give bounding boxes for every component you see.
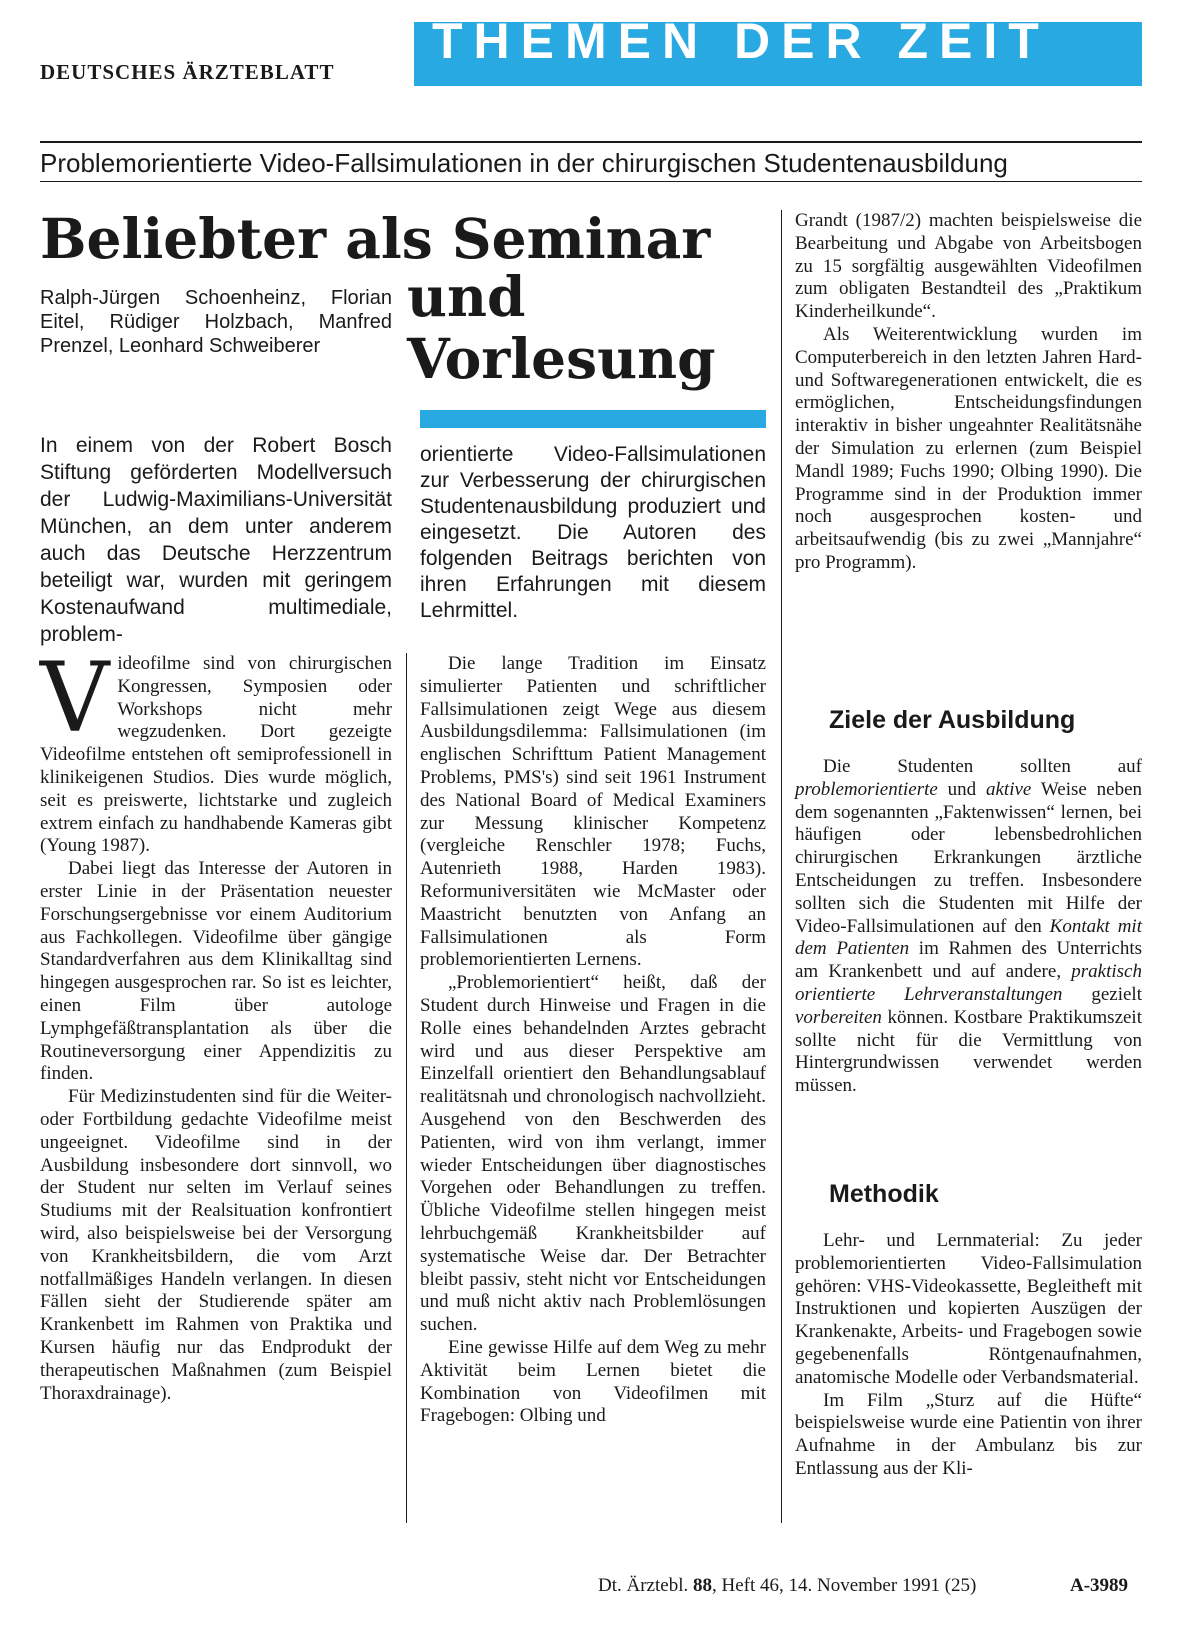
text-run: können. Kostbare Praktikumszeit sollte nicht für die Vermittlung von Hintergrundwissen verwendet werden müssen. <box>795 1006 1142 1097</box>
body-paragraph: Lehr- und Lernmaterial: Zu jeder problemorientierten Video-Fallsimulation gehören: VHS-Videokassette, Begleitheft mit Instruktionen und kopierten Auszügen der Krankenakte, Arbeits- und Fragebogen sowie gegebenenfalls Röntgenaufnahmen, anatomische Modelle oder Verbandsmaterial. <box>795 1230 1142 1388</box>
body-paragraph: Für Medizinstudenten sind für die Weiter- oder Fortbildung gedachte Videofilme meist ungeeignet. Videofilme sind in der Ausbildung insbesondere dort sinnvoll, wo der Student nur selten im Verlauf seines Studiums mit der Realsituation konfrontiert wird, also beispielsweise bei der Versorgung von Krankheitsbildern, die vom Arzt notfallmäßiges Handeln verlangen. In diesen Fällen sieht der Studierende später am Krankenbett im Rahmen von Praktika und Kursen häufig nur das Endprodukt der therapeutischen Maßnahmen (zum Beispiel Thoraxdrainage). <box>40 1086 392 1404</box>
column-rule-1 <box>406 653 407 1523</box>
article-subtitle: Problemorientierte Video-Fallsimulationen in der chirurgischen Studentenausbildung <box>40 148 1008 178</box>
section-heading-ziele: Ziele der Ausbildung <box>829 706 1076 734</box>
page-number: A-3989 <box>1070 1575 1129 1596</box>
body-paragraph: Grandt (1987/2) machten beispielsweise die Bearbeitung und Abgabe von Arbeitsbogen zu 15 sorgfältig ausgewählten Videofilmen zum obligaten Bestandteil des „Praktikum Kinderheilkunde“. <box>795 210 1142 323</box>
journal-name: DEUTSCHES ÄRZTEBLATT <box>40 60 335 84</box>
citation-volume: 88 <box>692 1575 712 1596</box>
article-title-line-3: Vorlesung <box>407 326 716 391</box>
body-column-3-ziele <box>795 756 1142 1098</box>
body-column-2 <box>420 653 766 1428</box>
body-paragraph: Eine gewisse Hilfe auf dem Weg zu mehr Aktivität beim Lernen bietet die Kombination von Videofilmen mit Fragebogen: Olbing und <box>420 1336 766 1427</box>
lead-paragraph-part-2: orientierte Video-Fallsimulationen zur Verbesserung der chirurgischen Studentenausbildung produziert und eingesetzt. Die Autoren des folgenden Beitrags berichten von ihren Erfahrungen mit diesem Lehrmittel. <box>420 443 766 622</box>
body-column-3-methodik <box>795 1230 1142 1481</box>
top-rule <box>40 141 1142 143</box>
body-paragraph: „Problemorientiert“ heißt, daß der Student durch Hinweise und Fragen in die Rolle eines behandelnden Arztes gebracht wird und aus dieser Perspektive am Einzelfall orientiert den Behandlungsablauf realitätsnah und chronologisch nachvollzieht. Ausgehend von den Beschwerden des Patienten, wird von ihm verlangt, immer wieder Entscheidungen über diagnostisches Vorgehen oder Behandlungen zu treffen. Übliche Videofilme stellen hingegen meist lehrbuchgemäß Krankheitsbilder auf systematische Weise dar. Der Betrachter bleibt passiv, steht nicht vor Entscheidungen und muß nicht aktiv nach Problemlösungen suchen. <box>420 972 766 1336</box>
section-title: THEMEN DER ZEIT <box>432 13 1050 69</box>
subtitle-rule <box>40 181 1142 182</box>
body-paragraph: Im Film „Sturz auf die Hüfte“ beispielsweise wurde eine Patientin von ihrer Aufnahme in der Ambulanz bis zur Entlassung aus der Kli- <box>795 1389 1142 1479</box>
citation-journal: Dt. Ärztebl. <box>598 1575 693 1596</box>
emphasis: vorbereiten <box>795 1006 882 1028</box>
body-paragraph: Als Weiterentwicklung wurden im Computerbereich in den letzten Jahren Hard- und Softwaregenerationen entwickelt, die es ermöglichen, Entscheidungsfindungen interaktiv in bisher ungeahnter Realitätsnähe der Simulation zu erlernen (zum Beispiel Mandl 1989; Fuchs 1990; Olbing 1990). Die Programme sind in der Produktion immer noch ausgesprochen kosten- und arbeitsaufwendig (bis zu zwei „Mannjahre“ pro Programm). <box>795 323 1142 573</box>
emphasis: aktive <box>986 778 1032 800</box>
body-column-1 <box>40 642 392 1405</box>
lead-paragraph-part-1: In einem von der Robert Bosch Stiftung geförderten Modellversuch der Ludwig-Maximilians-Universität München, an dem unter anderem auch das Deutsche Herzzentrum beteiligt war, wurden mit geringem Kostenaufwand multimediale, problem- <box>40 434 392 646</box>
article-title-line-1: Beliebter als Seminar <box>40 206 711 271</box>
emphasis: praktisch orientierte Lehrveranstaltungen <box>795 961 1142 1005</box>
body-paragraph: Die lange Tradition im Einsatz simulierter Patienten und schriftlicher Fallsimulationen zeigt Wege aus diesem Ausbildungsdilemma: Fallsimulationen (im englischen Schrifttum Patient Management Problems, PMS's) sind seit 1961 Instrument des National Board of Medical Examiners zur Messung klinischer Kompetenz (vergleiche Renschler 1978; Fuchs, Autenrieth 1988, Harden 1983). Reformuniversitäten wie McMaster oder Maastricht benutzten von Anfang an Fallsimulationen als Form problemorientierten Lernens. <box>420 653 766 971</box>
footer-citation <box>598 1575 976 1597</box>
column-rule-2 <box>781 210 782 1523</box>
section-heading-methodik: Methodik <box>829 1180 939 1208</box>
citation-issue: , Heft 46, 14. November 1991 (25) <box>711 1575 977 1596</box>
text-run: gezielt <box>1062 983 1142 1005</box>
body-paragraph: Dabei liegt das Interesse der Autoren in erster Linie in der Präsentation neuester Forschungsergebnisse vor einem Auditorium aus Fachkollegen. Videofilme über gängige Standardverfahren aus dem Klinikalltag sind hingegen ausgesprochen rar. So ist es leichter, einen Film über autologe Lymphgefäßtransplantation als über die Routineversorgung einer Appendizitis zu finden. <box>40 858 392 1085</box>
paragraph-text: ideofilme sind von chirurgischen Kongressen, Symposien oder Workshops nicht mehr wegzudenken. Dort gezeigte Videofilme entstehen oft semiprofessionell in klinikeigenen Studios. Dies wurde möglich, seit es preiswerte, lichtstarke und zugleich extrem einfach zu handhabende Kameras gibt (Young 1987). <box>40 653 392 857</box>
body-paragraph <box>795 756 1142 1098</box>
emphasis: Kontakt mit dem Patienten <box>795 915 1142 960</box>
body-paragraph <box>40 642 392 858</box>
text-run: und <box>937 778 986 800</box>
text-run: im Rahmen des Unterrichts am Krankenbett und auf andere, <box>795 938 1142 983</box>
drop-cap: V <box>40 642 110 754</box>
article-title-line-2: und <box>407 264 526 329</box>
text-run: Weise neben dem sogenannten „Faktenwissen“ lernen, bei häufigen oder lebensbedrohlichen chirurgischen Erkrankungen ärztliche Entscheidungen zu treffen. Insbesondere sollten sich die Studenten mit Hilfe der Video-Fallsimulationen auf den <box>795 778 1142 937</box>
authors: Ralph-Jürgen Schoenheinz, Florian Eitel, Rüdiger Holzbach, Manfred Prenzel, Leonhard Schweiberer <box>40 287 392 357</box>
emphasis: problemorientierte <box>795 778 938 800</box>
title-accent-bar <box>420 410 766 428</box>
body-column-3-top <box>795 210 1142 575</box>
text-run: Die Studenten sollten auf <box>823 756 1142 777</box>
